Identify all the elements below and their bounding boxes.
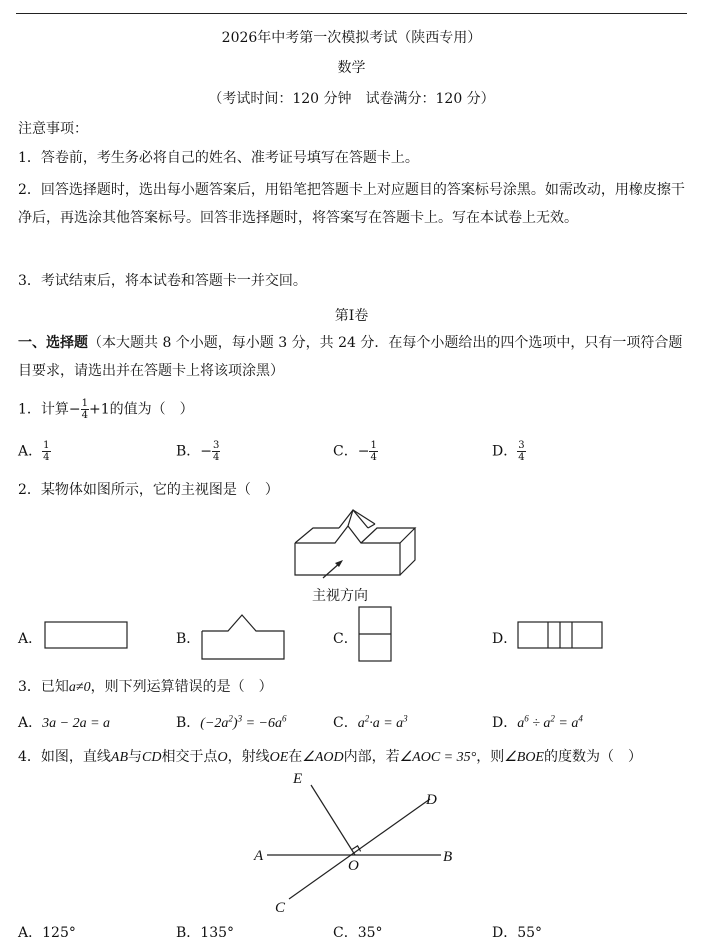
q4-line-ab: AB <box>110 750 129 765</box>
q2-option-b-label: B． <box>176 631 201 647</box>
ray-oe <box>311 785 355 855</box>
q3-condition: a≠0 <box>68 680 91 695</box>
q3-b-mid: ) <box>232 716 238 731</box>
q1-frac-den: 4 <box>81 410 89 421</box>
q4-option-c-value: 35° <box>357 925 383 941</box>
q4-angle-aoc: ∠AOC = 35° <box>399 750 477 765</box>
q1-option-d-den: 4 <box>518 452 525 463</box>
section-1-heading: 一、选择题 <box>18 335 88 351</box>
q4-option-a[interactable] <box>18 922 76 942</box>
q3-d-base: a <box>517 716 525 731</box>
q1-option-c-den: 4 <box>370 452 377 463</box>
q4-option-a-label: A． <box>18 925 43 941</box>
q2-option-b[interactable] <box>176 628 200 648</box>
q1-option-d-frac <box>517 440 525 463</box>
q2-option-c[interactable] <box>333 628 358 648</box>
q4-option-b-value: 135° <box>200 925 235 941</box>
subject-title: 数学 <box>337 60 366 76</box>
q1-option-a-frac <box>42 440 50 463</box>
q3-option-b[interactable] <box>176 712 286 732</box>
q1-option-c[interactable] <box>333 440 378 463</box>
q1-minus: − <box>68 401 81 418</box>
q2-option-d-label: D． <box>492 631 518 647</box>
q3-d-rhs: = a <box>554 716 579 731</box>
q1-suffix: +1的值为（ ） <box>89 401 194 418</box>
q1-option-a-den: 4 <box>43 452 50 463</box>
q3-option-d[interactable] <box>492 712 583 732</box>
q3-option-b-expr <box>200 713 287 731</box>
q2-option-d[interactable] <box>492 628 517 648</box>
q2-option-c-label: C． <box>333 631 358 647</box>
note-item-3: 3．考试结束后，将本试卷和答题卡一并交回。 <box>18 273 307 289</box>
q3-c-base: a <box>357 716 365 731</box>
q3-prefix: 3．已知 <box>18 679 69 695</box>
q1-option-d-label: D． <box>492 443 518 460</box>
q3-d-exp2: 2 <box>550 713 555 724</box>
q3-d-exp3: 4 <box>578 713 583 724</box>
q4-text-h: 的度数为（ ） <box>543 749 642 765</box>
q3-c-exp1: 2 <box>364 713 370 724</box>
q2-option-a-label: A． <box>18 631 43 647</box>
q3-d-exp1: 6 <box>524 713 529 724</box>
q3-suffix: ，则下列运算错误的是（ ） <box>90 679 273 695</box>
notes-heading: 注意事项： <box>18 121 88 137</box>
q3-option-a[interactable] <box>18 712 110 732</box>
q3-b-exp2: 3 <box>237 713 243 724</box>
q3-b-rhs: = −6a <box>242 716 282 731</box>
q2-option-b-peaked-icon <box>200 611 288 661</box>
question-1 <box>18 398 194 421</box>
q2-option-d-four-panel-icon <box>517 621 605 651</box>
q4-angle-aod: ∠AOD <box>302 750 344 765</box>
q4-text-e: 在 <box>288 749 303 765</box>
label-b: B <box>443 849 453 865</box>
exam-info: （考试时间：120 分钟 试卷满分：120 分） <box>208 91 495 107</box>
q1-option-b-den: 4 <box>213 452 220 463</box>
q3-option-c[interactable] <box>333 712 408 732</box>
q3-option-b-label: B． <box>176 715 201 731</box>
q4-text-g: ，则 <box>476 749 505 765</box>
q4-text-b: 与 <box>128 749 143 765</box>
question-4 <box>18 746 642 766</box>
label-a: A <box>254 848 264 864</box>
q1-option-b-frac <box>212 440 220 463</box>
q1-option-c-frac <box>369 440 377 463</box>
q1-option-a-num: 1 <box>43 440 50 451</box>
q3-option-a-label: A． <box>18 715 43 731</box>
q1-option-d[interactable] <box>492 440 526 463</box>
q3-c-mid: ·a = a <box>369 716 404 731</box>
q3-option-d-expr <box>517 713 583 731</box>
q3-option-a-expr: 3a − 2a = a <box>42 716 111 731</box>
q1-option-b[interactable] <box>176 440 220 463</box>
q4-text-c: 相交于点 <box>161 749 218 765</box>
q4-text-a: 4．如图，直线 <box>18 749 111 765</box>
label-c: C <box>275 900 286 916</box>
q3-c-exp2: 3 <box>403 713 408 724</box>
q1-option-c-num: 1 <box>370 440 377 451</box>
q4-option-b-label: B． <box>176 925 201 941</box>
q4-option-b[interactable] <box>176 922 234 942</box>
q1-option-d-num: 3 <box>518 440 525 451</box>
q4-geometry-figure <box>245 765 465 917</box>
q1-option-b-label: B． <box>176 443 201 460</box>
q1-option-b-sign: − <box>200 443 213 460</box>
q2-option-a-rectangle-icon <box>44 621 130 651</box>
label-o: O <box>348 858 359 874</box>
q1-option-c-sign: − <box>357 443 370 460</box>
note-item-2: 2．回答选择题时，选出每小题答案后，用铅笔把答题卡上对应题目的答案标号涂黑。如需改动，用橡皮擦干净后，再选涂其他答案标号。回答非选择题时，将答案写在答题卡上。写在本试卷上无效。 <box>18 182 685 226</box>
q4-point-o: O <box>217 750 228 765</box>
q4-option-c[interactable] <box>333 922 383 942</box>
q4-option-c-label: C． <box>333 925 358 941</box>
question-3 <box>18 676 273 696</box>
q4-line-cd: CD <box>142 750 162 765</box>
q3-d-mid: ÷ a <box>528 716 551 731</box>
top-rule <box>16 13 687 14</box>
q4-text-f: 内部，若 <box>343 749 400 765</box>
q2-option-c-split-square-icon <box>358 606 394 664</box>
section-1-desc: （本大题共 8 个小题，每小题 3 分，共 24 分．在每个小题给出的四个选项中，只有一项符合题目要求，请选出并在答题卡上将该项涂黑） <box>18 335 683 379</box>
q3-option-c-expr <box>357 713 408 731</box>
q4-ray-oe: OE <box>269 750 289 765</box>
q3-b-exp1: 2 <box>228 713 233 724</box>
q3-option-c-label: C． <box>333 715 358 731</box>
question-2: 2．某物体如图所示，它的主视图是（ ） <box>18 482 279 498</box>
q1-option-b-num: 3 <box>213 440 220 451</box>
q4-text-d: ，射线 <box>227 749 270 765</box>
q1-option-c-label: C． <box>333 443 358 460</box>
q1-prefix: 1．计算 <box>18 401 69 418</box>
q3-b-exp3: 6 <box>281 713 287 724</box>
q1-frac-num: 1 <box>81 398 89 409</box>
label-d: D <box>426 792 437 808</box>
q2-option-a[interactable] <box>18 628 42 648</box>
q1-option-a[interactable] <box>18 440 51 463</box>
exam-title: 2026年中考第一次模拟考试（陕西专用） <box>221 30 482 46</box>
q4-option-a-value: 125° <box>42 925 76 941</box>
q4-option-d-label: D． <box>492 925 518 941</box>
section-1-header <box>18 329 690 385</box>
q1-option-a-label: A． <box>18 443 43 460</box>
part-title: 第I卷 <box>334 308 369 324</box>
note-item-1: 1．答卷前，考生务必将自己的姓名、准考证号填写在答题卡上。 <box>18 150 419 166</box>
q4-angle-boe: ∠BOE <box>504 750 544 765</box>
q2-object-figure <box>285 498 425 580</box>
label-e: E <box>293 771 303 787</box>
q3-b-base: (−2a <box>200 716 229 731</box>
q1-fraction <box>81 398 89 421</box>
q4-option-d-value: 55° <box>517 925 543 941</box>
q3-option-d-label: D． <box>492 715 518 731</box>
q2-figure-caption: 主视方向 <box>312 588 368 604</box>
q4-option-d[interactable] <box>492 922 542 942</box>
